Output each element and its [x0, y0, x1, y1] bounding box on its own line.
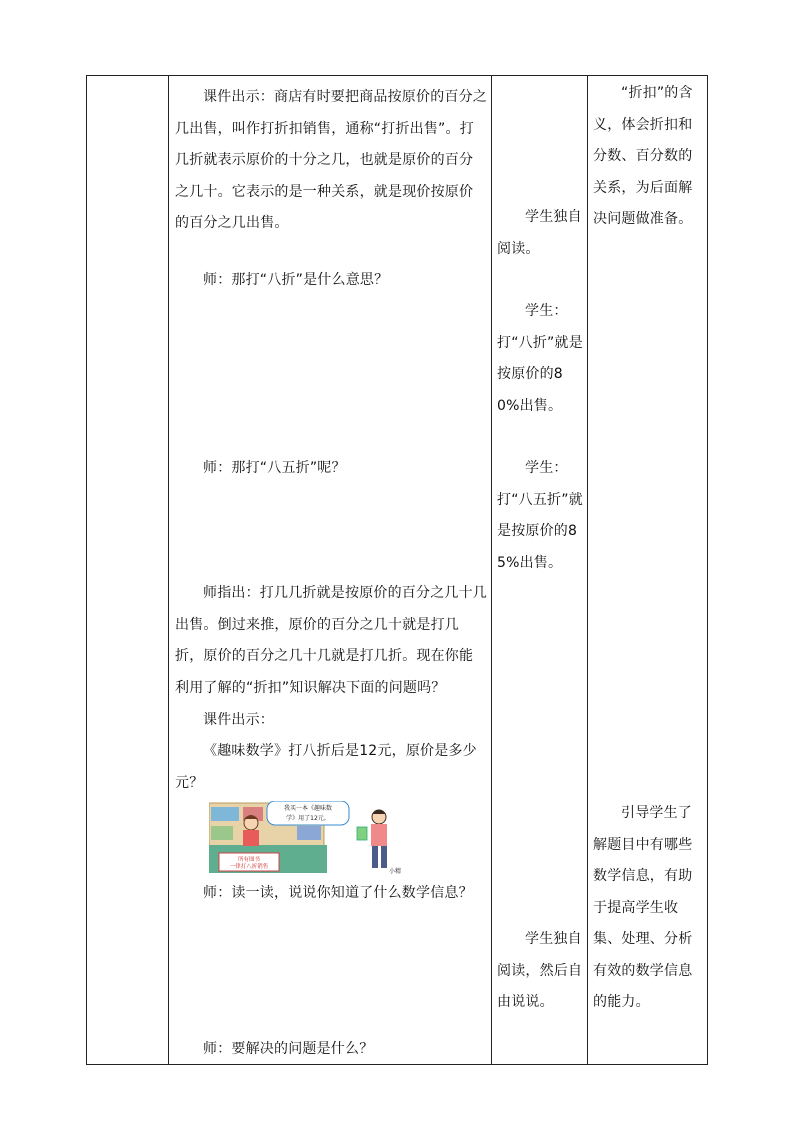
student-read-discuss: 学生独自阅读，然后自由说说。: [497, 931, 583, 1010]
lesson-table: [86, 75, 708, 1065]
teacher-problem-question: 师：要解决的问题是什么？: [203, 1041, 374, 1057]
courseware-label: 课件出示：: [203, 712, 274, 728]
svg-text:所有图书: 所有图书: [237, 857, 261, 863]
svg-text:我买一本《趣味数: 我买一本《趣味数: [283, 805, 333, 812]
teacher-question-85: 师：那打“八五折”呢？: [203, 460, 346, 476]
bookstore-illustration: [209, 801, 419, 877]
svg-text:小精: 小精: [389, 868, 402, 875]
teacher-read-prompt: 师：读一读，说说你知道了什么数学信息？: [203, 885, 473, 901]
teacher-summary: 师指出：打几几折就是按原价的百分之几十几出售。倒过来推，原价的百分之几十就是打几折，原价的百分之几十几就是打几折。现在你能利用了解的“折扣”知识解决下面的问题吗？: [175, 585, 487, 696]
design-intent-column: [588, 76, 708, 1064]
teacher-question-80: 师：那打“八折”是什么意思？: [203, 272, 389, 288]
word-problem: 《趣味数学》打八折后是12元，原价是多少元？: [175, 743, 477, 791]
note-guide-info: 引导学生了解题目中有哪些数学信息，有助于提高学生收集、处理、分析有效的数学信息的能力。: [593, 805, 693, 1010]
student-answer-80: 学生：打“八折”就是按原价的80%出售。: [497, 303, 583, 414]
student-answer-85: 学生：打“八五折”就是按原价的85%出售。: [497, 460, 583, 571]
student-activity-column: [492, 76, 587, 1064]
note-discount-meaning: “折扣”的含义，体会折扣和分数、百分数的关系，为后面解决问题做准备。: [593, 85, 693, 227]
svg-text:学》用了12元。: 学》用了12元。: [286, 815, 330, 822]
courseware-discount-definition: 课件出示：商店有时要把商品按原价的百分之几出售，叫作打折扣销售，通称“打折出售”。打几折就表示原价的十分之几，也就是原价的百分之几十。它表示的是一种关系，就是现价按原价的百分之几出售。: [175, 89, 487, 231]
svg-text:一律打八折销售: 一律打八折销售: [229, 864, 269, 870]
teaching-process-column: [169, 76, 491, 1064]
student-read-alone: 学生独自阅读。: [497, 209, 582, 257]
